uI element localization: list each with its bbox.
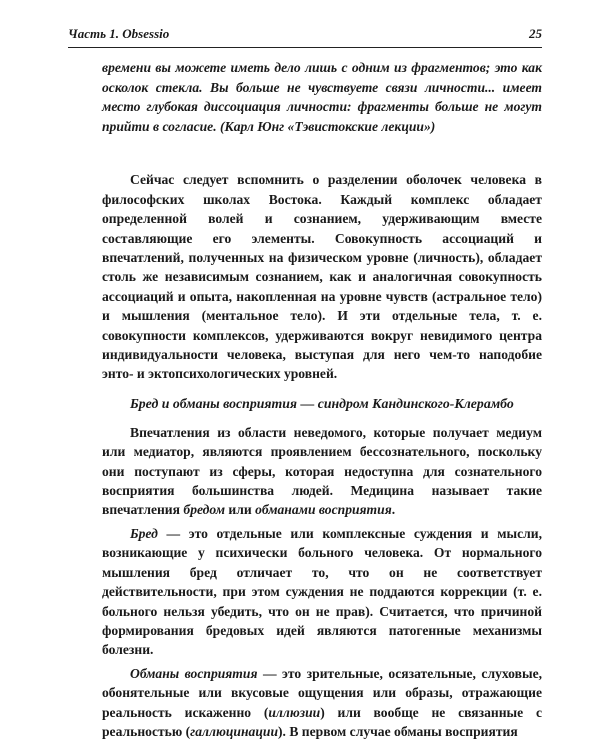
paragraph-vpechatleniya-text: Впечатления из области неведомого, которые получает медиум или медиатор, являются проявлением бессознательного, поскольку они поступают из сферы, которая недоступна для сознательного восприятия большинства людей. Медицина называет такие впечатления: [102, 424, 542, 518]
term-bred: бредом: [183, 502, 226, 518]
paragraph-bred: [102, 524, 542, 660]
section-heading: Бред и обманы восприятия — синдром Кандинского-Клерамбо: [130, 395, 514, 411]
paragraph-vpechatleniya: [102, 423, 542, 520]
paragraph-obmany-text-1: — это зрительные, осязательные, слуховые, обонятельные или вкусовые ощущения или образы, отражающие реальность искаженно (: [102, 665, 543, 720]
paragraph-end: .: [391, 502, 396, 518]
main-text-continued: [102, 423, 542, 742]
paragraph-bred-text: — это отдельные или комплексные суждения и мысли, возникающие у психически больного человека. От нормального мышления бред отличает то, что он не соответствует действительности, при этом суждения не поддаются коррекции (т. е. больного нельзя убедить, что он не прав). Считается, что причиной формирования бредовых идей являются патогенные механизмы болезни.: [102, 525, 542, 658]
paragraph-oboloчки: Сейчас следует вспомнить о разделении оболочек человека в философских школах Востока. Каждый комплекс обладает определенной волей и сознанием, удерживающим вместе составляющие его элементы. Совокупность ассоциаций и впечатлений, полученных на физическом уровне (личность), обладает столь же независимым сознанием, как и аналогичная совокупность ассоциаций и опыта, накопленная на уровне чувств (астральное тело) и мышления (ментальное тело). И эти отдельные тела, т. е. совокупности комплексов, удерживаются вокруг невидимого центра индивидуальности человека, выступая для него чем-то наподобие энто- и эктопсихологических уровней.: [102, 172, 542, 382]
running-head: [68, 14, 542, 48]
main-text: [102, 170, 542, 383]
term-gallyutsinatsii: галлюцинации: [190, 723, 279, 739]
connector-ili: или: [225, 502, 256, 518]
paragraph-obmany-text-2: ) или вообще не связанные с реальностью (: [102, 704, 542, 739]
page-number: 25: [529, 26, 542, 41]
term-illyuzii: иллюзии: [268, 704, 321, 720]
term-obmany: обманами восприятия: [255, 502, 392, 518]
chapter-title: Часть 1. Obsessio: [68, 26, 170, 41]
paragraph-obmany: [102, 664, 542, 742]
jung-quote: [102, 58, 542, 136]
quote-text: времени вы можете иметь дело лишь с одним из фрагментов; это как осколок стекла. Вы больше не чувствуете связи личности... имеет место глубокая диссоциация личности: фрагменты больше не могут прийти в согласие. (Карл Юнг «Тэвистокские лекции»): [102, 60, 542, 134]
term-bred-definition: Бред: [130, 525, 158, 541]
paragraph-obmany-text-3: ). В первом случае обманы восприятия: [278, 723, 518, 739]
term-obmany-definition: Обманы восприятия: [130, 665, 258, 681]
